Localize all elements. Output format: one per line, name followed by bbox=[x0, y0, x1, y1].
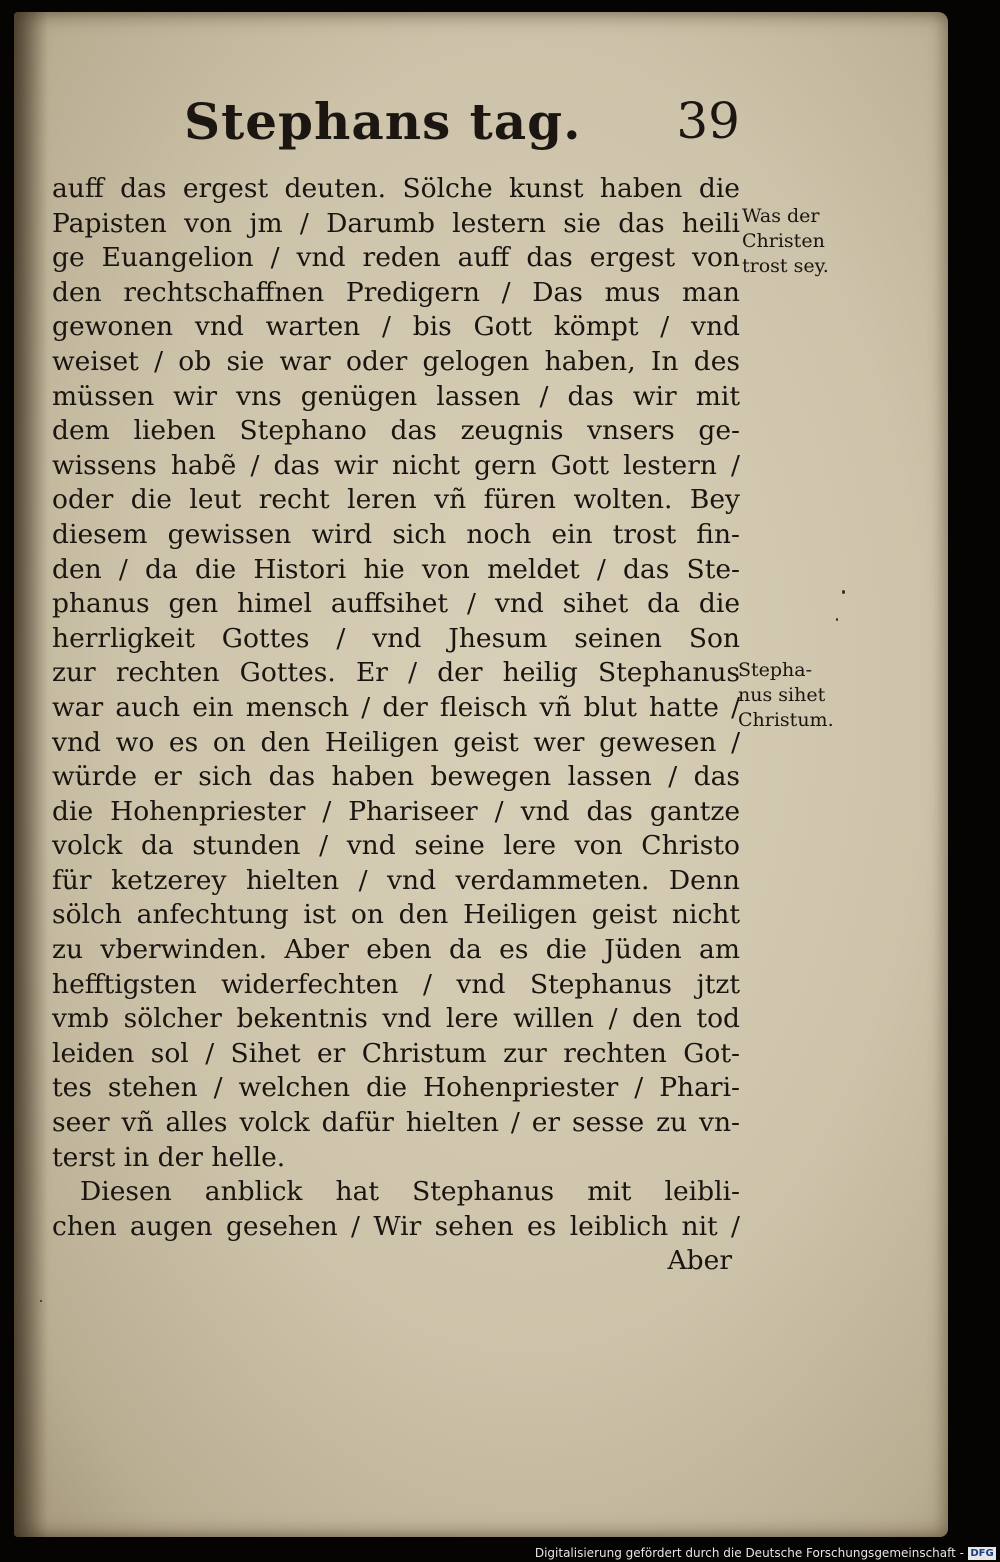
text-line: hefftigsten widerfechten / vnd Stephanus jtzt bbox=[52, 968, 740, 1000]
text-line: chen augen gesehen / Wir sehen es leiblich nit / bbox=[52, 1210, 740, 1242]
text-line: tes stehen / welchen die Hohenpriester / Phari- bbox=[52, 1072, 740, 1104]
text-line: terst in der helle. bbox=[52, 1141, 286, 1173]
text-line: seer vñ alles volck dafür hielten / er sesse zu vn- bbox=[52, 1107, 740, 1139]
paper-speck bbox=[842, 590, 845, 594]
margin-note-line: Christum. bbox=[738, 709, 834, 731]
text-line: dem lieben Stephano das zeugnis vnsers ge- bbox=[52, 415, 740, 447]
text-line: herrligkeit Gottes / vnd Jhesum seinen Son bbox=[52, 622, 740, 654]
text-line: für ketzerey hielten / vnd verdammeten. Denn bbox=[52, 864, 740, 896]
margin-note-line: Stepha- bbox=[738, 659, 813, 681]
margin-note-line: nus sihet bbox=[738, 684, 826, 706]
page-header bbox=[184, 92, 740, 162]
margin-note bbox=[738, 658, 834, 733]
text-line: Papisten von jm / Darumb lestern sie das heili bbox=[52, 207, 740, 239]
digitization-credit: Digitalisierung gefördert durch die Deutsche Forschungsgemeinschaft - bbox=[534, 1546, 964, 1560]
text-line: ge Euangelion / vnd reden auff das ergest von bbox=[52, 242, 740, 274]
text-line: wissens habẽ / das wir nicht gern Gott lestern / bbox=[52, 449, 740, 481]
text-line: zu vberwinden. Aber eben da es die Jüden am bbox=[52, 934, 740, 966]
text-line: müssen wir vns genügen lassen / das wir mit bbox=[52, 380, 740, 412]
text-line: phanus gen himel auffsihet / vnd sihet da die bbox=[52, 588, 740, 620]
page-number: 39 bbox=[676, 92, 740, 150]
margin-note-line: Christen bbox=[742, 230, 825, 252]
text-line: den rechtschaffnen Predigern / Das mus man bbox=[52, 276, 740, 308]
text-line: zur rechten Gottes. Er / der heilig Stephanus bbox=[52, 657, 740, 689]
text-line: den / da die Histori hie von meldet / das Ste- bbox=[52, 553, 740, 585]
margin-note-line: trost sey. bbox=[742, 255, 829, 277]
text-line: oder die leut recht leren vñ füren wolten. Bey bbox=[52, 484, 740, 516]
margin-note-line: Was der bbox=[742, 205, 820, 227]
paper-speck bbox=[40, 1300, 42, 1302]
text-line: leiden sol / Sihet er Christum zur rechten Got- bbox=[52, 1037, 740, 1069]
text-line: weiset / ob sie war oder gelogen haben, In des bbox=[52, 345, 740, 377]
text-line: auff das ergest deuten. Sölche kunst haben die bbox=[52, 173, 740, 204]
spine-shadow bbox=[14, 12, 48, 1537]
body-text bbox=[52, 172, 740, 1279]
running-title: Stephans tag. bbox=[184, 92, 582, 151]
text-line: die Hohenpriester / Phariseer / vnd das gantze bbox=[52, 795, 740, 827]
text-line: vmb sölcher bekentnis vnd lere willen / den tod bbox=[52, 1003, 740, 1035]
catchword: Aber bbox=[667, 1245, 732, 1277]
text-line: vnd wo es on den Heiligen geist wer gewesen / bbox=[52, 726, 740, 758]
text-line: Diesen anblick hat Stephanus mit leibli- bbox=[80, 1176, 740, 1208]
dfg-logo: DFG bbox=[968, 1547, 996, 1560]
text-line: sölch anfechtung ist on den Heiligen geist nicht bbox=[52, 899, 740, 931]
text-line: diesem gewissen wird sich noch ein trost fin- bbox=[52, 518, 740, 550]
paper-speck bbox=[836, 618, 838, 621]
margin-note bbox=[742, 204, 829, 279]
text-line: würde er sich das haben bewegen lassen / das bbox=[52, 761, 740, 793]
text-line: war auch ein mensch / der fleisch vñ blut hatte / bbox=[52, 691, 740, 723]
text-line: gewonen vnd warten / bis Gott kömpt / vnd bbox=[52, 311, 740, 343]
text-line: volck da stunden / vnd seine lere von Christo bbox=[52, 830, 740, 862]
